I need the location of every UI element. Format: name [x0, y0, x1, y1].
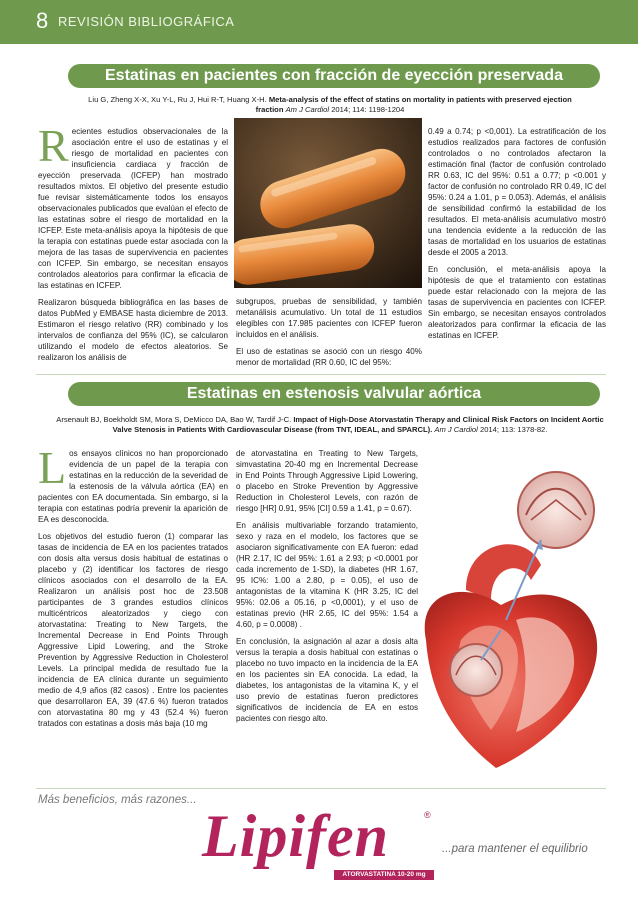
lipifen-logo: [196, 800, 442, 890]
statin-pills-image: [234, 118, 422, 288]
article1-title: Estatinas en pacientes con fracción de eyección preservada: [68, 64, 600, 88]
heart-valve-illustration: [406, 470, 610, 770]
article2-ref-title: Impact of High-Dose Atorvastatin Therapy and Clinical Risk Factors on Incident Aortic Valve Stenosis in Patients With Cardiovascular Disease (from TNT, IDEAL, and SPARCL).: [112, 415, 604, 434]
article1-col3-paragraph-2: En conclusión, el meta-análisis apoya la hipótesis de que el tratamiento con estatinas puede estar relacionado con la mejora de las tasas de supervivencia en pacientes con ICFEP. Sin embargo, se necesitan ensayos controlados aleatorizados para confirmar la eficacia de las estatinas en ICFEP.: [428, 265, 606, 340]
article2-title: Estatinas en estenosis valvular aórtica: [68, 382, 600, 406]
ad-divider: [36, 788, 606, 789]
dose-label: ATORVASTATINA 10-20 mg: [334, 870, 434, 880]
article2-authors: Arsenault BJ, Boekholdt SM, Mora S, DeMicco DA, Bao W, Tardif J-C.: [56, 415, 292, 424]
heart-graphic: [406, 470, 610, 770]
article2-journal: Am J Cardiol: [434, 425, 478, 434]
article1-col1-paragraph-1: ecientes estudios observacionales de la asociación entre el uso de estatinas y el riesgo de mortalidad en pacientes con insuficiencia cardiaca y fracción de eyección preservada (ICFEP) han mostrado resultados mixtos. El objetivo del presente estudio fue revisar sistemáticamente todos los ensayos observacionales publicados que evalúan el efecto de las estatinas sobre el riesgo de mortalidad en la ICFEP. Este meta-análisis apoya la hipótesis de que la terapia con estatinas puede estar asociada con la mejora de las tasas de supervivencia en pacientes con ICFEP. Sin embargo, se necesitan ensayos controlados aleatorios para confirmar la eficacia de las estatinas en ICFEP.: [38, 127, 228, 290]
article2-col2-paragraph-3: En conclusión, la asignación al azar a dosis alta versus la terapia a dosis habitual con estatinas o placebo no tuvo impacto en la incidencia de la EA en los pacientes sin EA conocida. La edad, la diabetes, los antagonistas de la vitamina K, y el uso previo de estatinas fueron predictores significativos de incidencia de EA en estos pacientes con riesgo alto.: [236, 637, 418, 723]
article1-citation: [80, 95, 580, 115]
article1-column-1: [38, 120, 228, 369]
article2-citation: [56, 415, 604, 435]
article1-col1-paragraph-2: Realizaron búsqueda bibliográfica en las bases de datos PubMed y EMBASE hasta diciembre de 2013. Estimaron el riesgo relativo (RR) combinado y los intervalos de confianza del 95% (IC), se calcularon utilizando el modelo de efectos aleatorios. Se realizaron los análisis de: [38, 298, 228, 362]
article1-column-2: [236, 296, 422, 374]
section-divider: [36, 374, 606, 375]
ad-slogan: ...para mantener el equilibrio: [442, 843, 588, 855]
article2-col1-paragraph-2: Los objetivos del estudio fueron (1) comparar las tasas de incidencia de EA en los pacientes tratados con dosis alta versus dosis habitual de estatinas o placebo y (2) identificar los factores de riesgo clínicos asociados con el desarrollo de la EA. Realizaron un análisis post hoc de 23.508 participantes de 3 grandes estudios clínicos multicéntricos aleatorizados y ciego con atorvastatina: Treating to New Targets, the Incremental Decrease in End Points Through Aggressive Lipid Lowering, and the Stroke Prevention by Aggressive Reduction in Cholesterol Levels. La principal medida de resultado fue la incidencia de EA clínica durante un seguimiento medio de 4,9 años (82 casos) . Entre los pacientes que desarrollaron EA, 39 (47.6 %) fueron tratados con atorvastatina 80 mg y 43 (52.4 %) fueron tratados con estatinas a dosis más baja (10 mg: [38, 532, 228, 728]
article1-col2-paragraph-2: El uso de estatinas se asoció con un riesgo 40% menor de mortalidad (RR 0.60, IC del 95%:: [236, 347, 422, 367]
brand-name: Lipifen: [202, 803, 389, 869]
article1-journal: Am J Cardiol: [285, 105, 330, 114]
article2-col2-paragraph-2: En análisis multivariable forzando tratamiento, sexo y raza en el modelo, los factores que se asociaron significativamente con EA fueron: edad (HR 2.17, IC del 95%: 1.61 a 2.93; p <0.0001 por cada incremento de 1-SD), la diabetes (HR 1.67, 95 IC%: 1.00 a 2.80, p = 0.05), el uso de antagonistas de la vitamina K (HR 3.25, IC del 95%: 02.06 a 05.16, p <0,0001), y el uso de estatinas previo (HR 2.65, IC del 95%: 1.54 a 4.60, p = 0.0008) .: [236, 521, 418, 629]
ad-tagline: Más beneficios, más razones...: [38, 794, 197, 806]
article1-column-3: [428, 126, 606, 347]
pills-illustration: [234, 118, 422, 288]
page-number: 8: [36, 8, 49, 33]
article1-col3-paragraph-1: 0.49 a 0.74; p <0,001). La estratificación de los estudios realizados para factores de confusión controlados o no controlados afectaron la estimación final (factor de confusión controlado RR 0.63, IC del 95%: 0.51 a 0.77; p <0.001 y factor de confusión no controlado RR 0.49, IC del 95%: 0.24 a 1.01, p = 0.053). Además, el análisis de sensibilidad confirmó la estabilidad de los resultados. El meta-análisis acumulativo mostró una tendencia evidente a la reducción de las tasas de mortalidad en los usuarios de estatinas desde el 2005 a 2013.: [428, 127, 606, 257]
article1-ref-title: Meta-analysis of the effect of statins on mortality in patients with preserved ejection fraction: [255, 95, 572, 114]
article2-journal-detail: 2014; 113: 1378-82.: [479, 425, 548, 434]
article2-col1-paragraph-1: os ensayos clínicos no han proporcionado evidencia de un papel de la terapia con estatinas en la reducción de la severidad de la estenosis de la válvula aórtica (EA) en pacientes con EA documentada. Sin embargo, si la terapia con estatinas podría prevenir la aparición de EA es desconocida.: [38, 449, 228, 524]
article2-column-2: [236, 448, 418, 730]
article1-dropcap: R: [38, 120, 69, 171]
article2-column-1: [38, 442, 228, 735]
article1-col2-paragraph-1: subgrupos, pruebas de sensibilidad, y también metanálisis acumulativo. Un total de 11 estudios elegibles con 17.985 pacientes con ICFEP fueron incluidos en el análisis.: [236, 297, 422, 339]
article1-authors: Liu G, Zheng X-X, Xu Y-L, Ru J, Hui R-T, Huang X-H.: [88, 95, 267, 104]
registered-mark: ®: [424, 810, 431, 820]
article1-journal-detail: 2014; 114: 1198-1204: [331, 105, 405, 114]
article2-dropcap: L: [38, 442, 67, 493]
section-title: REVISIÓN BIBLIOGRÁFICA: [58, 14, 235, 29]
article2-col2-paragraph-1: de atorvastatina en Treating to New Targets, simvastatina 20-40 mg en Incremental Decrease in End Points Through Aggressive Lipid Lowering, o placebo en Stroke Prevention by Aggressive Reduction in Cholesterol Levels, con razón de riesgo [HR] 0.91, 95% [CI] 0.59 a 1.41, p = 0.67).: [236, 449, 418, 513]
